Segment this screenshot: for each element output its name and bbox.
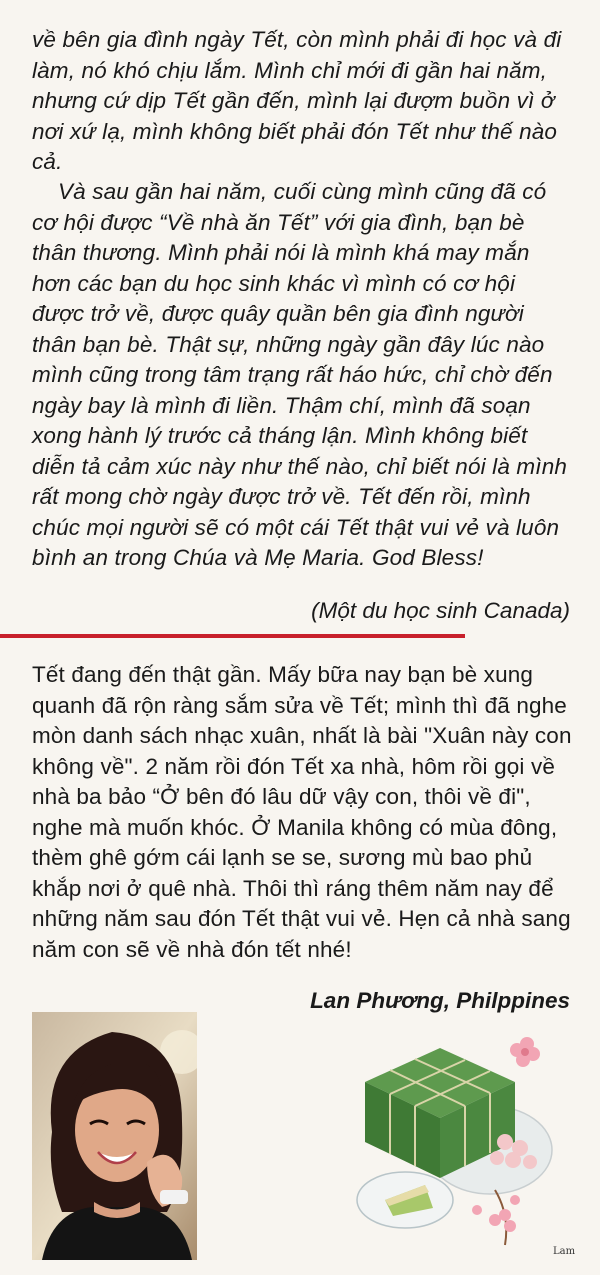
section-divider: [0, 634, 465, 638]
artist-signature-mark: Lam: [553, 1246, 576, 1257]
paragraph-philippines: Tết đang đến thật gần. Mấy bữa nay bạn bè xung quanh đã rộn ràng sắm sửa về Tết; mình thì đã nghe mòn danh sách nhạc xuân, nhất là bài "Xuân này con không về". 2 năm rồi đón Tết xa nhà, hôm rồi gọi về nhà ba bảo “Ở bên đó lâu dữ vậy con, thôi về đi", nghe mà muốn khóc. Ở Manila không có mùa đông, thèm ghê gớm cái lạnh se se, sương mù bao phủ khắp nơi ở quê nhà. Thôi thì ráng thêm năm nay để những năm sau đón Tết thật vui vẻ. Hẹn cả nhà sang năm con sẽ về nhà đón tết nhé!: [32, 662, 572, 962]
signature-canada: (Một du học sinh Canada): [311, 598, 570, 623]
portrait-photo: [32, 1012, 197, 1260]
signature-lan-phuong: Lan Phương, Philppines: [310, 988, 570, 1013]
paragraph-canada-2: Và sau gần hai năm, cuối cùng mình cũng đã có cơ hội được “Về nhà ăn Tết” với gia đình, bạn bè thân thương. Mình phải nói là mình khá may mắn hơn các bạn du học sinh khác vì mình có cơ hội được trở về, được quây quần bên gia đình người thân bạn bè. Thật sự, những ngày gần đây lúc nào mình cũng trong tâm trạng rất háo hức, chỉ chờ đến ngày bay là mình đi liền. Thậm chí, mình đã soạn xong hành lý trước cả tháng lận. Mình không biết diễn tả cảm xúc này như thế nào, chỉ biết nói là mình rất mong chờ ngày được trở về. Tết đến rồi, mình chúc mọi người sẽ có một cái Tết thật vui vẻ và luôn bình an trong Chúa và Mẹ Maria. God Bless!: [32, 179, 568, 570]
banh-chung-illustration: [345, 1030, 585, 1265]
paragraph-canada-1: về bên gia đình ngày Tết, còn mình phải đi học và đi làm, nó khó chịu lắm. Mình chỉ mới đi gần hai năm, nhưng cứ dịp Tết gần đến, mình lại đượm buồn vì ở nơi xứ lạ, mình không biết phải đón Tết như thế nào cả.: [32, 27, 562, 174]
